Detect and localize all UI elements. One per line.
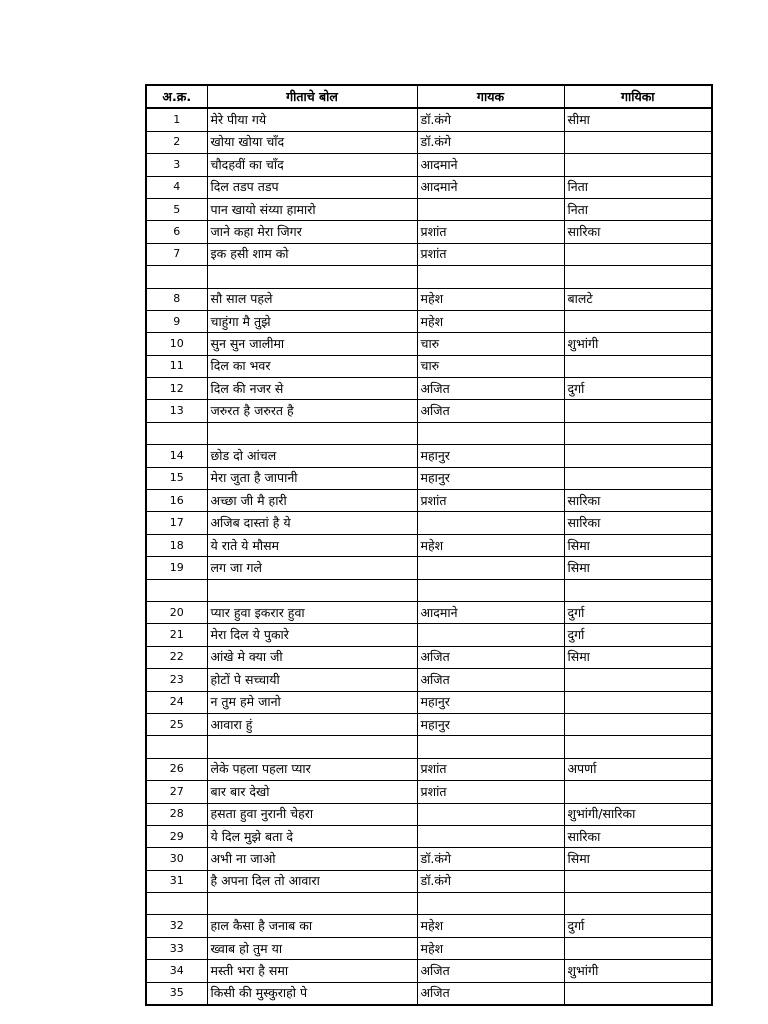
song-title-cell: ये दिल मुझे बता दे bbox=[207, 825, 417, 847]
table-row bbox=[146, 601, 712, 623]
female-singer-cell bbox=[564, 691, 712, 713]
serial-number-cell: 9 bbox=[146, 310, 207, 332]
song-title-cell: सुन सुन जालीमा bbox=[207, 333, 417, 355]
table-row bbox=[146, 960, 712, 982]
male-singer-cell: डॉ.कंगे bbox=[417, 848, 564, 870]
male-singer-cell: आदमाने bbox=[417, 601, 564, 623]
table-row bbox=[146, 848, 712, 870]
song-title-cell: अभी ना जाओ bbox=[207, 848, 417, 870]
female-singer-cell: सारिका bbox=[564, 825, 712, 847]
table-row bbox=[146, 467, 712, 489]
male-singer-cell: चारु bbox=[417, 355, 564, 377]
serial-number-cell: 7 bbox=[146, 243, 207, 265]
female-singer-cell bbox=[564, 669, 712, 691]
spacer-row bbox=[146, 579, 712, 601]
table-row bbox=[146, 154, 712, 176]
song-title-cell: जरुरत है जरुरत है bbox=[207, 400, 417, 422]
empty-cell bbox=[207, 736, 417, 758]
song-title-cell: आंखे मे क्या जी bbox=[207, 646, 417, 668]
female-singer-cell: निता bbox=[564, 176, 712, 198]
serial-number-cell: 34 bbox=[146, 960, 207, 982]
song-title-cell: दिल का भवर bbox=[207, 355, 417, 377]
serial-number-cell: 25 bbox=[146, 713, 207, 735]
header-song-lyrics: गीताचे बोल bbox=[207, 85, 417, 108]
table-row bbox=[146, 355, 712, 377]
female-singer-cell bbox=[564, 445, 712, 467]
male-singer-cell bbox=[417, 198, 564, 220]
male-singer-cell: अजित bbox=[417, 669, 564, 691]
male-singer-cell: महेश bbox=[417, 534, 564, 556]
male-singer-cell: आदमाने bbox=[417, 176, 564, 198]
male-singer-cell: प्रशांत bbox=[417, 243, 564, 265]
female-singer-cell: सारिका bbox=[564, 512, 712, 534]
serial-number-cell: 4 bbox=[146, 176, 207, 198]
female-singer-cell: शुभांगी/सारिका bbox=[564, 803, 712, 825]
empty-cell bbox=[146, 579, 207, 601]
table-body bbox=[146, 108, 712, 1005]
table-row bbox=[146, 512, 712, 534]
serial-number-cell: 6 bbox=[146, 221, 207, 243]
female-singer-cell: शुभांगी bbox=[564, 960, 712, 982]
serial-number-cell: 17 bbox=[146, 512, 207, 534]
female-singer-cell: बालटे bbox=[564, 288, 712, 310]
song-title-cell: हाल कैसा है जनाब का bbox=[207, 915, 417, 937]
male-singer-cell: चारु bbox=[417, 333, 564, 355]
female-singer-cell: दुर्गा bbox=[564, 915, 712, 937]
female-singer-cell: अपर्णा bbox=[564, 758, 712, 780]
table-row bbox=[146, 982, 712, 1005]
female-singer-cell: सीमा bbox=[564, 108, 712, 131]
female-singer-cell: दुर्गा bbox=[564, 624, 712, 646]
female-singer-cell bbox=[564, 982, 712, 1005]
header-male-singer: गायक bbox=[417, 85, 564, 108]
female-singer-cell bbox=[564, 131, 712, 153]
song-title-cell: हसता हुवा नुरानी चेहरा bbox=[207, 803, 417, 825]
table-row bbox=[146, 243, 712, 265]
male-singer-cell: अजित bbox=[417, 960, 564, 982]
empty-cell bbox=[417, 736, 564, 758]
song-title-cell: मेरा दिल ये पुकारे bbox=[207, 624, 417, 646]
serial-number-cell: 15 bbox=[146, 467, 207, 489]
serial-number-cell: 28 bbox=[146, 803, 207, 825]
table-row bbox=[146, 108, 712, 131]
table-row bbox=[146, 288, 712, 310]
female-singer-cell: सिमा bbox=[564, 848, 712, 870]
female-singer-cell: निता bbox=[564, 198, 712, 220]
female-singer-cell: सिमा bbox=[564, 646, 712, 668]
table-row bbox=[146, 669, 712, 691]
empty-cell bbox=[207, 422, 417, 444]
table-row bbox=[146, 310, 712, 332]
female-singer-cell bbox=[564, 937, 712, 959]
serial-number-cell: 13 bbox=[146, 400, 207, 422]
male-singer-cell: अजित bbox=[417, 982, 564, 1005]
empty-cell bbox=[564, 422, 712, 444]
table-row bbox=[146, 198, 712, 220]
table-row bbox=[146, 221, 712, 243]
empty-cell bbox=[146, 422, 207, 444]
song-title-cell: बार बार देखो bbox=[207, 781, 417, 803]
serial-number-cell: 21 bbox=[146, 624, 207, 646]
song-title-cell: मस्ती भरा है समा bbox=[207, 960, 417, 982]
song-title-cell: चौदहवीं का चाँद bbox=[207, 154, 417, 176]
female-singer-cell: सिमा bbox=[564, 534, 712, 556]
song-title-cell: छोड दो आंचल bbox=[207, 445, 417, 467]
table-row bbox=[146, 870, 712, 892]
song-title-cell: खोया खोया चाँद bbox=[207, 131, 417, 153]
empty-cell bbox=[146, 736, 207, 758]
serial-number-cell: 18 bbox=[146, 534, 207, 556]
song-title-cell: ये राते ये मौसम bbox=[207, 534, 417, 556]
female-singer-cell bbox=[564, 870, 712, 892]
serial-number-cell: 32 bbox=[146, 915, 207, 937]
male-singer-cell: प्रशांत bbox=[417, 758, 564, 780]
table-row bbox=[146, 557, 712, 579]
empty-cell bbox=[207, 893, 417, 915]
male-singer-cell: महेश bbox=[417, 288, 564, 310]
female-singer-cell bbox=[564, 243, 712, 265]
empty-cell bbox=[564, 266, 712, 288]
serial-number-cell: 16 bbox=[146, 490, 207, 512]
table-row bbox=[146, 915, 712, 937]
serial-number-cell: 1 bbox=[146, 108, 207, 131]
empty-cell bbox=[146, 893, 207, 915]
song-title-cell: जाने कहा मेरा जिगर bbox=[207, 221, 417, 243]
empty-cell bbox=[207, 266, 417, 288]
male-singer-cell: प्रशांत bbox=[417, 781, 564, 803]
male-singer-cell bbox=[417, 624, 564, 646]
serial-number-cell: 33 bbox=[146, 937, 207, 959]
table-row bbox=[146, 400, 712, 422]
serial-number-cell: 22 bbox=[146, 646, 207, 668]
female-singer-cell bbox=[564, 310, 712, 332]
male-singer-cell bbox=[417, 803, 564, 825]
empty-cell bbox=[417, 266, 564, 288]
empty-cell bbox=[564, 736, 712, 758]
spacer-row bbox=[146, 893, 712, 915]
serial-number-cell: 23 bbox=[146, 669, 207, 691]
song-title-cell: इक हसी शाम को bbox=[207, 243, 417, 265]
serial-number-cell: 2 bbox=[146, 131, 207, 153]
serial-number-cell: 14 bbox=[146, 445, 207, 467]
female-singer-cell bbox=[564, 154, 712, 176]
song-title-cell: लग जा गले bbox=[207, 557, 417, 579]
table-row bbox=[146, 937, 712, 959]
serial-number-cell: 26 bbox=[146, 758, 207, 780]
song-title-cell: लेके पहला पहला प्यार bbox=[207, 758, 417, 780]
female-singer-cell: सारिका bbox=[564, 221, 712, 243]
male-singer-cell: आदमाने bbox=[417, 154, 564, 176]
empty-cell bbox=[146, 266, 207, 288]
male-singer-cell: महेश bbox=[417, 937, 564, 959]
table-row bbox=[146, 378, 712, 400]
female-singer-cell: सिमा bbox=[564, 557, 712, 579]
song-list-table bbox=[145, 84, 713, 1006]
table-row bbox=[146, 176, 712, 198]
song-title-cell: अजिब दास्तां है ये bbox=[207, 512, 417, 534]
table-row bbox=[146, 333, 712, 355]
serial-number-cell: 19 bbox=[146, 557, 207, 579]
female-singer-cell bbox=[564, 467, 712, 489]
empty-cell bbox=[564, 893, 712, 915]
table-row bbox=[146, 131, 712, 153]
serial-number-cell: 35 bbox=[146, 982, 207, 1005]
male-singer-cell bbox=[417, 512, 564, 534]
table-row bbox=[146, 758, 712, 780]
empty-cell bbox=[417, 422, 564, 444]
male-singer-cell: डॉ.कंगे bbox=[417, 131, 564, 153]
male-singer-cell bbox=[417, 825, 564, 847]
table-row bbox=[146, 825, 712, 847]
female-singer-cell bbox=[564, 400, 712, 422]
empty-cell bbox=[207, 579, 417, 601]
song-title-cell: दिल की नजर से bbox=[207, 378, 417, 400]
serial-number-cell: 12 bbox=[146, 378, 207, 400]
male-singer-cell: प्रशांत bbox=[417, 221, 564, 243]
serial-number-cell: 31 bbox=[146, 870, 207, 892]
male-singer-cell: अजित bbox=[417, 646, 564, 668]
female-singer-cell bbox=[564, 713, 712, 735]
female-singer-cell bbox=[564, 781, 712, 803]
male-singer-cell: डॉ.कंगे bbox=[417, 870, 564, 892]
table-row bbox=[146, 713, 712, 735]
male-singer-cell: अजित bbox=[417, 400, 564, 422]
table-row bbox=[146, 803, 712, 825]
serial-number-cell: 20 bbox=[146, 601, 207, 623]
song-title-cell: सौ साल पहले bbox=[207, 288, 417, 310]
female-singer-cell: दुर्गा bbox=[564, 601, 712, 623]
serial-number-cell: 11 bbox=[146, 355, 207, 377]
spacer-row bbox=[146, 266, 712, 288]
empty-cell bbox=[417, 579, 564, 601]
male-singer-cell: महानुर bbox=[417, 467, 564, 489]
serial-number-cell: 30 bbox=[146, 848, 207, 870]
song-title-cell: न तुम हमे जानो bbox=[207, 691, 417, 713]
song-title-cell: पान खायो संय्या हामारो bbox=[207, 198, 417, 220]
male-singer-cell: महानुर bbox=[417, 713, 564, 735]
table-row bbox=[146, 781, 712, 803]
song-title-cell: किसी की मुस्कुराहो पे bbox=[207, 982, 417, 1005]
male-singer-cell: डॉ.कंगे bbox=[417, 108, 564, 131]
serial-number-cell: 10 bbox=[146, 333, 207, 355]
song-title-cell: है अपना दिल तो आवारा bbox=[207, 870, 417, 892]
header-serial: अ.क्र. bbox=[146, 85, 207, 108]
male-singer-cell: महेश bbox=[417, 310, 564, 332]
table-row bbox=[146, 534, 712, 556]
table-row bbox=[146, 646, 712, 668]
serial-number-cell: 8 bbox=[146, 288, 207, 310]
header-female-singer: गायिका bbox=[564, 85, 712, 108]
table-row bbox=[146, 445, 712, 467]
empty-cell bbox=[564, 579, 712, 601]
song-title-cell: आवारा हुं bbox=[207, 713, 417, 735]
serial-number-cell: 24 bbox=[146, 691, 207, 713]
male-singer-cell bbox=[417, 557, 564, 579]
female-singer-cell: शुभांगी bbox=[564, 333, 712, 355]
male-singer-cell: प्रशांत bbox=[417, 490, 564, 512]
serial-number-cell: 27 bbox=[146, 781, 207, 803]
song-title-cell: अच्छा जी मै हारी bbox=[207, 490, 417, 512]
song-title-cell: मेरे पीया गये bbox=[207, 108, 417, 131]
song-title-cell: प्यार हुवा इकरार हुवा bbox=[207, 601, 417, 623]
table-row bbox=[146, 624, 712, 646]
table-row bbox=[146, 490, 712, 512]
spacer-row bbox=[146, 422, 712, 444]
table-row bbox=[146, 691, 712, 713]
male-singer-cell: महानुर bbox=[417, 691, 564, 713]
female-singer-cell: दुर्गा bbox=[564, 378, 712, 400]
header-row bbox=[146, 85, 712, 108]
male-singer-cell: अजित bbox=[417, 378, 564, 400]
empty-cell bbox=[417, 893, 564, 915]
song-title-cell: ख्वाब हो तुम या bbox=[207, 937, 417, 959]
song-title-cell: होटों पे सच्चायी bbox=[207, 669, 417, 691]
male-singer-cell: महानुर bbox=[417, 445, 564, 467]
serial-number-cell: 3 bbox=[146, 154, 207, 176]
male-singer-cell: महेश bbox=[417, 915, 564, 937]
spacer-row bbox=[146, 736, 712, 758]
serial-number-cell: 5 bbox=[146, 198, 207, 220]
song-title-cell: दिल तडप तडप bbox=[207, 176, 417, 198]
table-header bbox=[146, 85, 712, 108]
song-title-cell: मेरा जुता है जापानी bbox=[207, 467, 417, 489]
female-singer-cell bbox=[564, 355, 712, 377]
song-title-cell: चाहुंगा मै तुझे bbox=[207, 310, 417, 332]
serial-number-cell: 29 bbox=[146, 825, 207, 847]
female-singer-cell: सारिका bbox=[564, 490, 712, 512]
